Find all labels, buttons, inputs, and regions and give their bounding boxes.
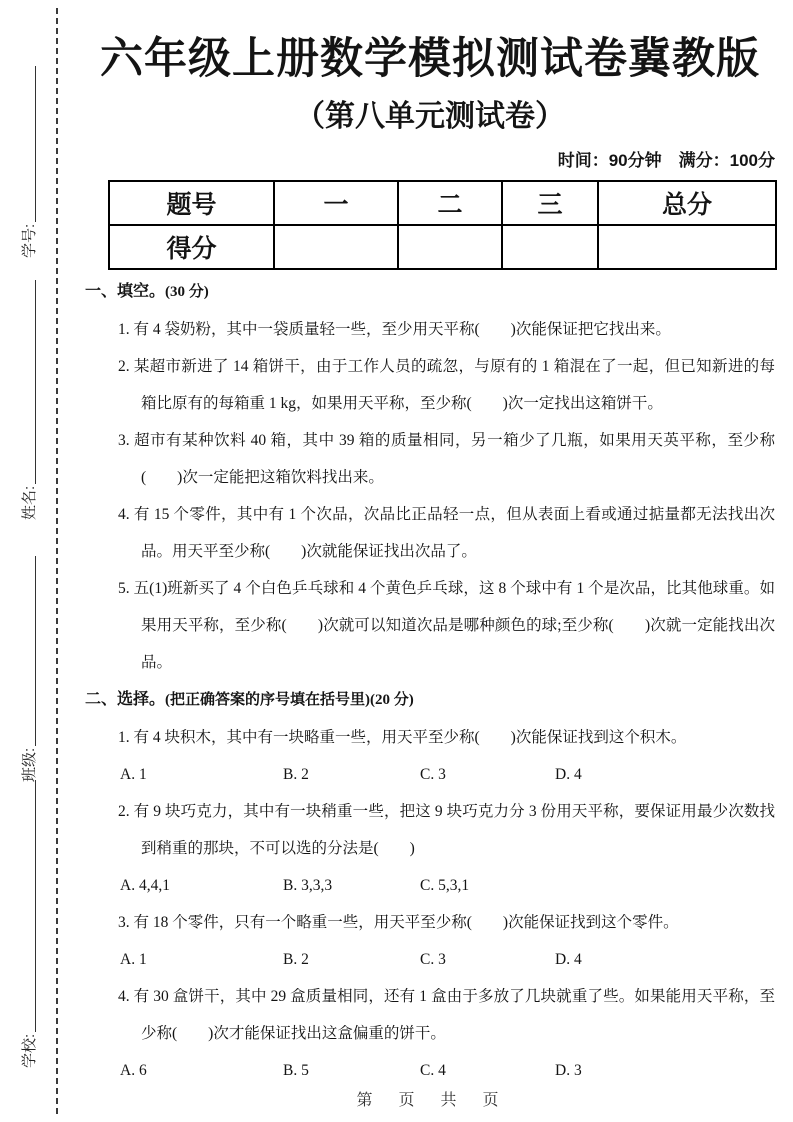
questions-body bbox=[85, 273, 775, 1089]
section-1-heading-note: (30 分) bbox=[165, 284, 209, 301]
question-text: 有 4 块积木，其中有一块略重一些，用天平至少称( )次能保证找到这个积木。 bbox=[133, 729, 687, 747]
option-d-empty bbox=[555, 867, 775, 904]
score-table-header-cell: 二 bbox=[398, 181, 502, 225]
score-table-header-cell: 三 bbox=[502, 181, 598, 225]
student-number-field bbox=[15, 66, 42, 258]
question-number: 1. bbox=[118, 729, 130, 747]
score-table-header-cell: 题号 bbox=[109, 181, 274, 225]
option-c: C. 3 bbox=[420, 951, 446, 969]
choice-question-1 bbox=[85, 719, 775, 756]
student-number-label: 学号: bbox=[21, 223, 38, 258]
question-number: 1. bbox=[118, 321, 130, 339]
option-d: D. 3 bbox=[555, 1062, 582, 1080]
question-text: 某超市新进了 14 箱饼干，由于工作人员的疏忽，与原有的 1 箱混在了一起，但已知新进的每箱比原有的每箱重 1 kg，如果用天平称，至少称( )次一定找出这箱饼干。 bbox=[133, 358, 775, 413]
score-table-score-row bbox=[109, 225, 776, 269]
question-text: 有 4 袋奶粉，其中一袋质量轻一些，至少用天平称( )次能保证把它找出来。 bbox=[133, 321, 671, 339]
page-title: 六年级上册数学模拟测试卷冀教版 bbox=[100, 35, 760, 83]
student-number-blank-line bbox=[21, 66, 36, 222]
option-a: A. 1 bbox=[120, 951, 147, 969]
option-b: B. 3,3,3 bbox=[283, 877, 333, 895]
option-b: B. 5 bbox=[283, 1062, 309, 1080]
question-text: 有 15 个零件，其中有 1 个次品，次品比正品轻一点，但从表面上看或通过掂量都无法找出次品。用天平至少称( )次就能保证找出次品了。 bbox=[133, 506, 775, 561]
question-text: 超市有某种饮料 40 箱，其中 39 箱的质量相同，另一箱少了几瓶，如果用天英平称，至少称( )次一定能把这箱饮料找出来。 bbox=[134, 432, 775, 487]
class-label: 班级: bbox=[21, 747, 38, 782]
score-cell-empty bbox=[398, 225, 502, 269]
option-b: B. 2 bbox=[283, 766, 309, 784]
option-d: D. 4 bbox=[555, 766, 582, 784]
exam-content bbox=[85, 0, 775, 1089]
question-number: 5. bbox=[118, 580, 130, 598]
school-field bbox=[15, 780, 42, 1068]
school-blank-line bbox=[21, 780, 36, 1032]
choice-question-3-options bbox=[85, 941, 775, 978]
question-number: 3. bbox=[118, 432, 130, 450]
student-name-field bbox=[15, 280, 42, 520]
page-subtitle: （第八单元测试卷） bbox=[295, 99, 565, 133]
fill-question-4 bbox=[85, 496, 775, 570]
section-1-heading-label: 一、填空。 bbox=[85, 283, 166, 301]
school-label: 学校: bbox=[21, 1033, 38, 1068]
question-number: 2. bbox=[118, 803, 130, 821]
question-number: 4. bbox=[118, 506, 130, 524]
page-footer: 第 页 共 页 bbox=[356, 1092, 504, 1109]
option-a: A. 6 bbox=[120, 1062, 147, 1080]
option-a: A. 4,4,1 bbox=[120, 877, 170, 895]
score-table-header-cell: 一 bbox=[274, 181, 398, 225]
question-number: 4. bbox=[118, 988, 130, 1006]
question-text: 五(1)班新买了 4 个白色乒乓球和 4 个黄色乒乓球，这 8 个球中有 1 个是次品，比其他球重。如果用天平称，至少称( )次就可以知道次品是哪种颜色的球;至少称( )次就一定能找出次品。 bbox=[133, 580, 775, 672]
score-table-header-row bbox=[109, 181, 776, 225]
option-d: D. 4 bbox=[555, 951, 582, 969]
student-name-label: 姓名: bbox=[21, 485, 38, 520]
option-a: A. 1 bbox=[120, 766, 147, 784]
choice-question-1-options bbox=[85, 756, 775, 793]
option-c: C. 4 bbox=[420, 1062, 446, 1080]
time-and-score-info: 时间：90分钟 满分：100分 bbox=[557, 151, 775, 171]
seal-dashed-line bbox=[56, 8, 58, 1114]
score-table-header-cell: 总分 bbox=[598, 181, 776, 225]
option-c: C. 5,3,1 bbox=[420, 877, 470, 895]
question-text: 有 9 块巧克力，其中有一块稍重一些，把这 9 块巧克力分 3 份用天平称，要保证用最少次数找到稍重的那块，不可以选的分法是( ) bbox=[133, 803, 775, 858]
choice-question-2 bbox=[85, 793, 775, 867]
question-text: 有 18 个零件，只有一个略重一些，用天平至少称( )次能保证找到这个零件。 bbox=[133, 914, 679, 932]
option-c: C. 3 bbox=[420, 766, 446, 784]
section-2-heading-note: (把正确答案的序号填在括号里)(20 分) bbox=[165, 692, 414, 709]
score-cell-empty bbox=[274, 225, 398, 269]
choice-question-2-options bbox=[85, 867, 775, 904]
question-text: 有 30 盒饼干，其中 29 盒质量相同，还有 1 盒由于多放了几块就重了些。如果能用天平称，至少称( )次才能保证找出这盒偏重的饼干。 bbox=[133, 988, 775, 1043]
student-name-blank-line bbox=[21, 280, 36, 484]
choice-question-3 bbox=[85, 904, 775, 941]
question-number: 2. bbox=[118, 358, 130, 376]
section-2-heading-label: 二、选择。 bbox=[85, 691, 166, 709]
fill-question-2 bbox=[85, 348, 775, 422]
section-2-heading bbox=[85, 681, 775, 719]
class-blank-line bbox=[21, 556, 36, 746]
class-field bbox=[15, 556, 42, 782]
option-b: B. 2 bbox=[283, 951, 309, 969]
choice-question-4-options bbox=[85, 1052, 775, 1089]
score-cell-empty bbox=[502, 225, 598, 269]
fill-question-3 bbox=[85, 422, 775, 496]
score-table bbox=[108, 180, 777, 270]
question-number: 3. bbox=[118, 914, 130, 932]
section-1-heading bbox=[85, 273, 775, 311]
fill-question-1 bbox=[85, 311, 775, 348]
score-cell-empty bbox=[598, 225, 776, 269]
fill-question-5 bbox=[85, 570, 775, 681]
score-row-label: 得分 bbox=[109, 225, 274, 269]
choice-question-4 bbox=[85, 978, 775, 1052]
